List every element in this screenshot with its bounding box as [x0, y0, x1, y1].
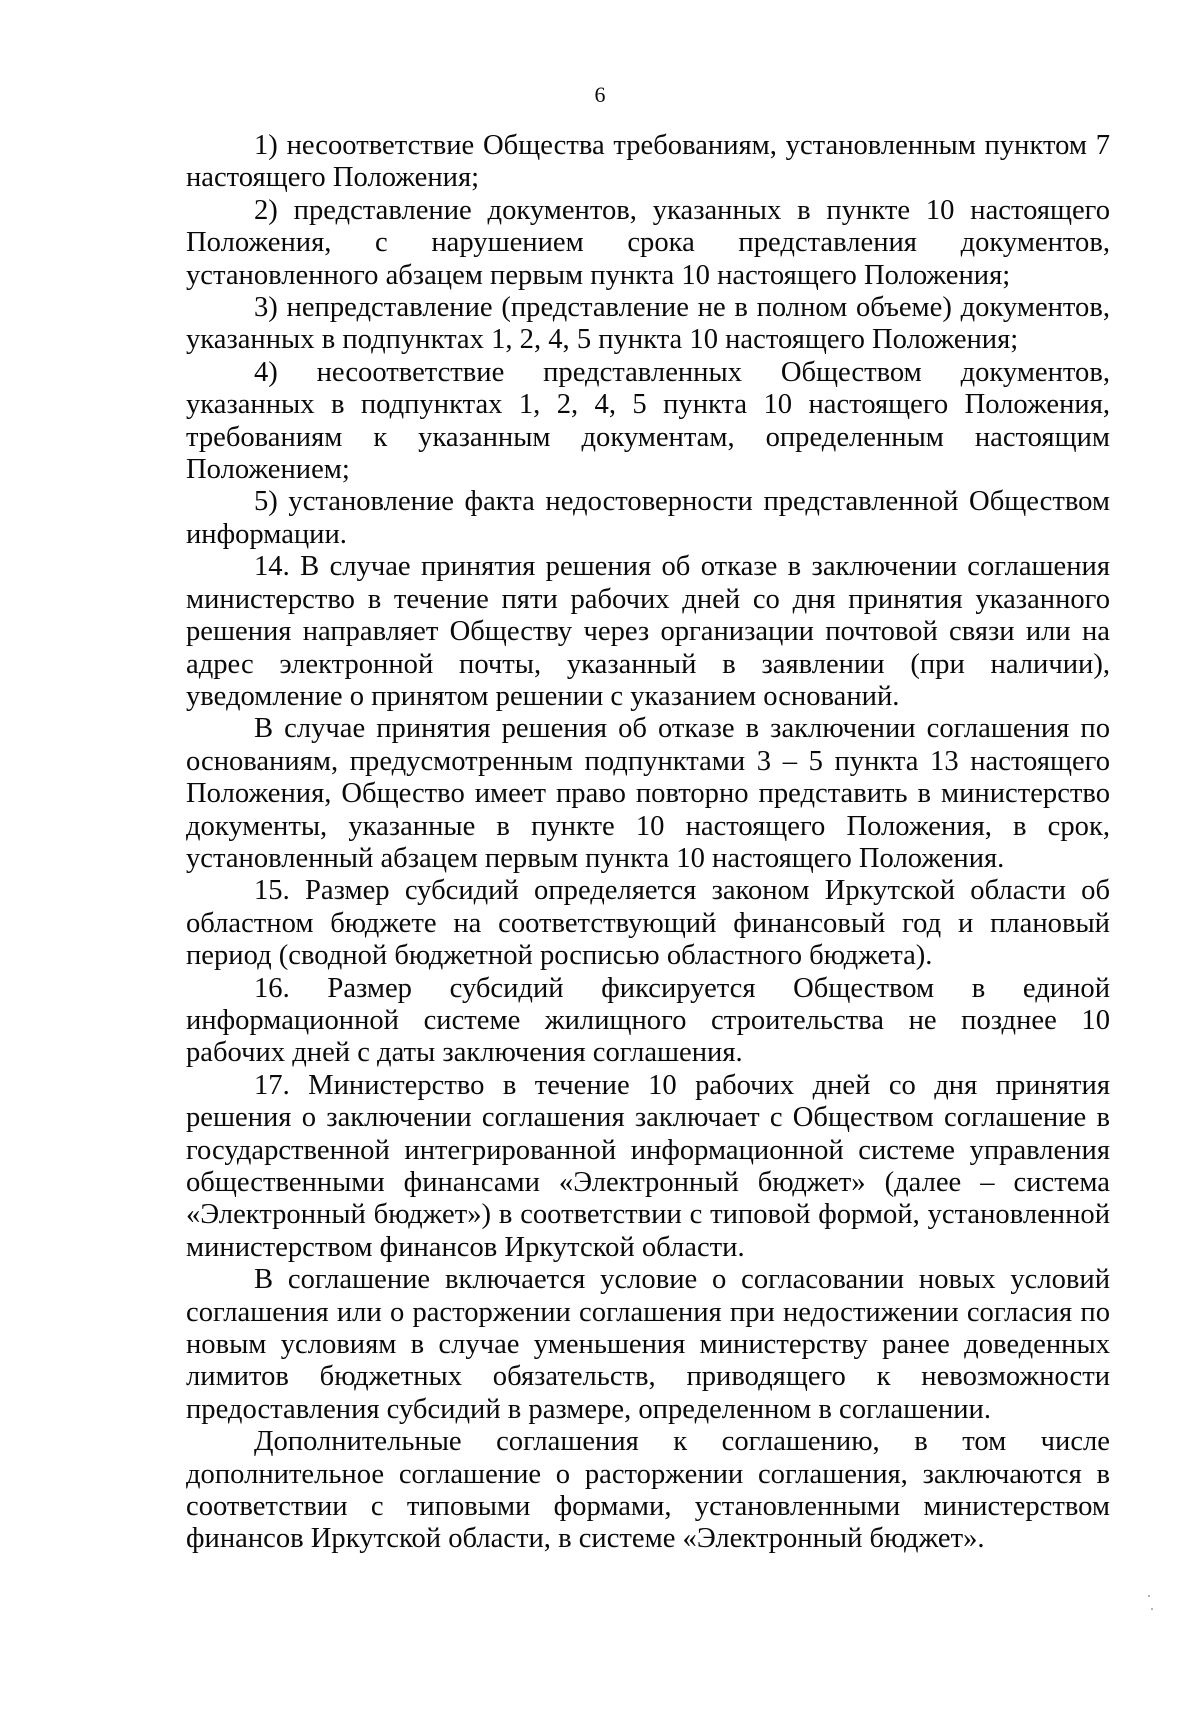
paragraph-clause-17: 17. Министерство в течение 10 рабочих дней со дня принятия решения о заключении соглашения заключает с Обществом соглашение в государственной интегрированной информационной системе управления общественными финансами «Электронный бюджет» (далее – система «Электронный бюджет») в соответствии с типовой формой, установленной министерством финансов Иркутской области. [186, 1069, 1110, 1263]
paragraph-clause-14: 14. В случае принятия решения об отказе в заключении соглашения министерство в течение пяти рабочих дней со дня принятия указанного решения направляет Обществу через организации почтовой связи или на адрес электронной почты, указанный в заявлении (при наличии), уведомление о принятом решении с указанием оснований. [186, 551, 1110, 712]
paragraph-item-1: 1) несоответствие Общества требованиям, установленным пунктом 7 настоящего Положения; [186, 130, 1110, 194]
paragraph-item-5: 5) установление факта недостоверности представленной Обществом информации. [186, 486, 1110, 550]
page-number: 6 [594, 82, 606, 107]
document-body [186, 130, 1110, 1556]
paragraph-clause-16: 16. Размер субсидий фиксируется Обществом в единой информационной системе жилищного строительства не позднее 10 рабочих дней с даты заключения соглашения. [186, 972, 1110, 1069]
scan-speck [1151, 1608, 1153, 1610]
paragraph-clause-17-supplements: Дополнительные соглашения к соглашению, в том числе дополнительное соглашение о расторжении соглашения, заключаются в соответствии с типовыми формами, установленными министерством финансов Иркутской области, в системе «Электронный бюджет». [186, 1426, 1110, 1555]
paragraph-item-2: 2) представление документов, указанных в пункте 10 настоящего Положения, с нарушением срока представления документов, установленного абзацем первым пункта 10 настоящего Положения; [186, 194, 1110, 291]
paragraph-clause-14-refusal: В случае принятия решения об отказе в заключении соглашения по основаниям, предусмотренным подпунктами 3 – 5 пункта 13 настоящего Положения, Общество имеет право повторно представить в министерство документы, указанные в пункте 10 настоящего Положения, в срок, установленный абзацем первым пункта 10 настоящего Положения. [186, 713, 1110, 874]
scan-speck [1148, 1595, 1150, 1597]
paragraph-item-4: 4) несоответствие представленных Обществом документов, указанных в подпунктах 1, 2, 4, 5 пункта 10 настоящего Положения, требованиям к указанным документам, определенным настоящим Положением; [186, 356, 1110, 486]
paragraph-clause-15: 15. Размер субсидий определяется законом Иркутской области об областном бюджете на соответствующий финансовый год и плановый период (сводной бюджетной росписью областного бюджета). [186, 875, 1110, 972]
paragraph-clause-17-conditions: В соглашение включается условие о согласовании новых условий соглашения или о расторжении соглашения при недостижении согласия по новым условиям в случае уменьшения министерству ранее доведенных лимитов бюджетных обязательств, приводящего к невозможности предоставления субсидий в размере, определенном в соглашении. [186, 1264, 1110, 1425]
paragraph-item-3: 3) непредставление (представление не в полном объеме) документов, указанных в подпунктах 1, 2, 4, 5 пункта 10 настоящего Положения; [186, 292, 1110, 356]
